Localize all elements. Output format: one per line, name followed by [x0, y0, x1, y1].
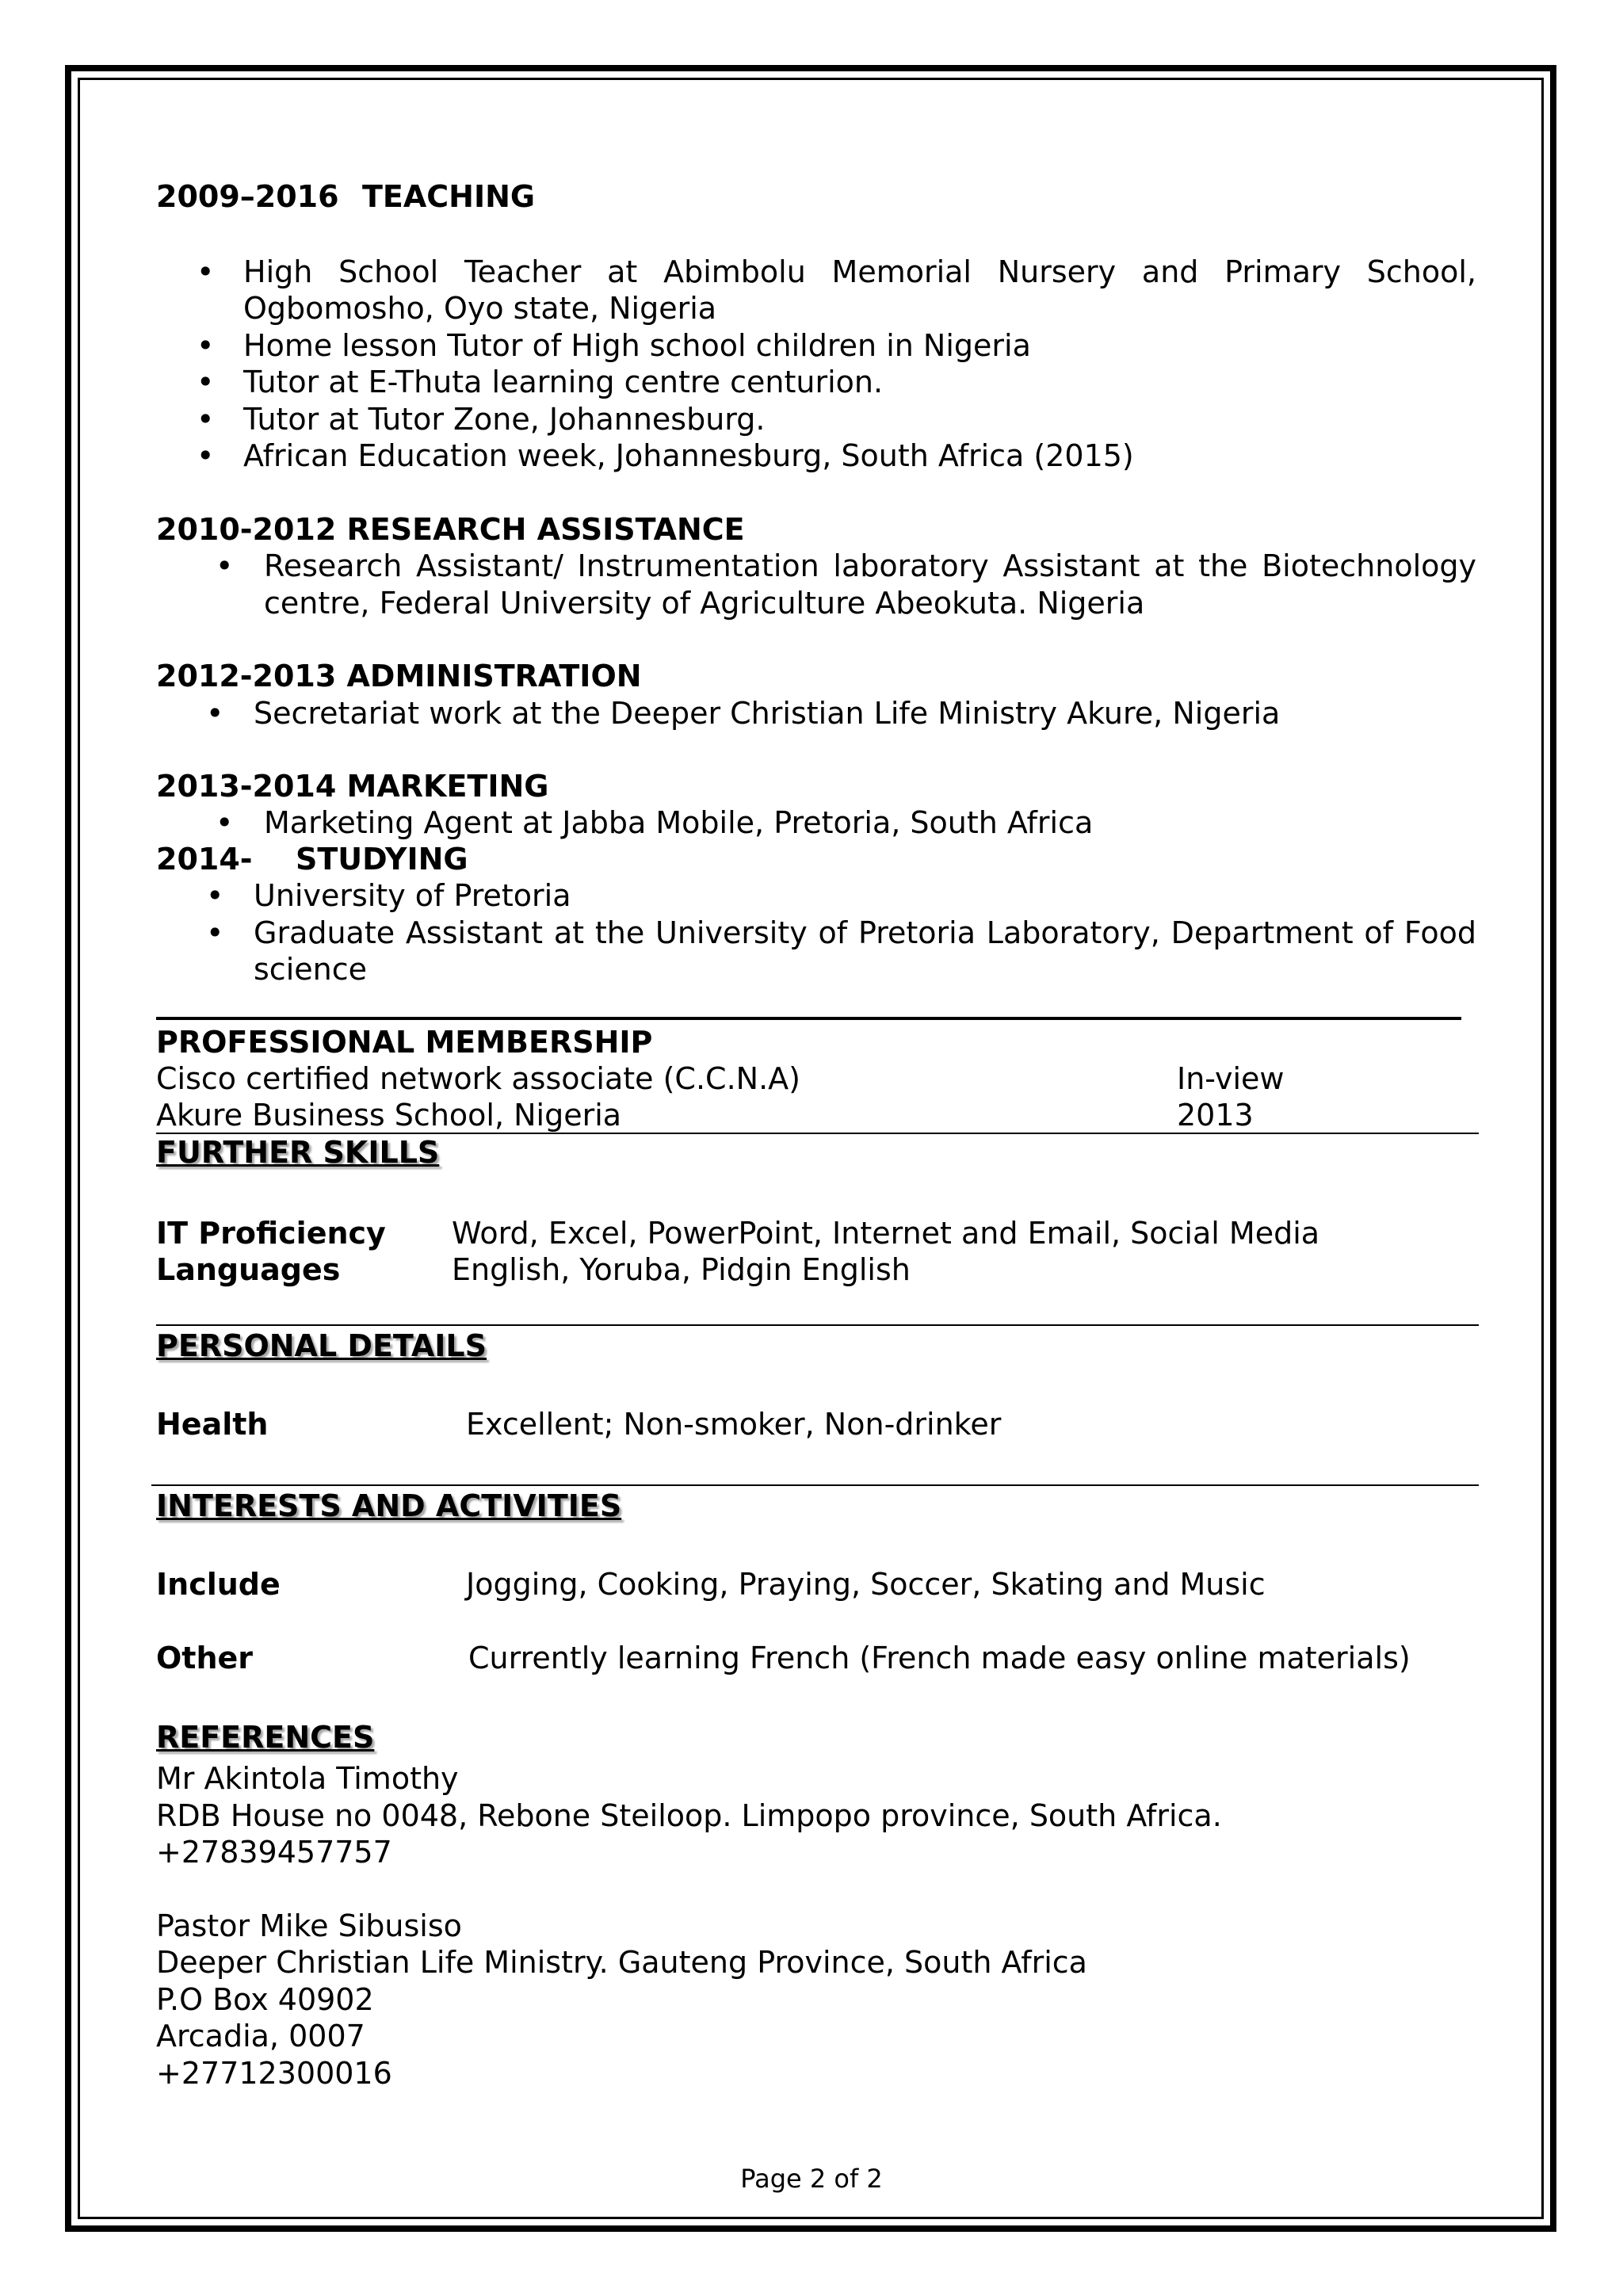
section-divider [151, 1484, 1479, 1486]
bullet-icon: • [206, 915, 224, 950]
teaching-item-5: African Education week, Johannesburg, South Africa (2015) [243, 438, 1134, 473]
teaching-item-1: High School Teacher at Abimbolu Memorial Nursery and Primary School, [243, 254, 1476, 289]
bullet-icon: • [206, 696, 224, 731]
interests-label-2: Other [156, 1641, 254, 1675]
research-item-1-cont: centre, Federal University of Agriculture Abeokuta. Nigeria [264, 586, 1145, 621]
marketing-item-1: Marketing Agent at Jabba Mobile, Pretoria, South Africa [264, 805, 1094, 840]
skills-label-1: IT Proficiency [156, 1216, 386, 1251]
reference-1-address: RDB House no 0048, Rebone Steiloop. Limpopo province, South Africa. [156, 1798, 1222, 1833]
interests-value-2: Currently learning French (French made easy online materials) [468, 1641, 1411, 1675]
teaching-heading: TEACHING [362, 179, 536, 214]
membership-value-2: 2013 [1177, 1098, 1254, 1133]
section-divider [156, 1017, 1461, 1020]
studying-item-2: Graduate Assistant at the University of Pretoria Laboratory, Department of Food [254, 915, 1476, 950]
references-heading: REFERENCES [156, 1720, 375, 1755]
studying-heading: STUDYING [296, 842, 468, 877]
studying-item-1: University of Pretoria [254, 878, 571, 913]
page-number: Page 2 of 2 [740, 2164, 883, 2194]
teaching-item-1-cont: Ogbomosho, Oyo state, Nigeria [243, 291, 717, 326]
reference-2-phone: +27712300016 [156, 2056, 392, 2091]
studying-year: 2014- [156, 842, 253, 877]
bullet-icon: • [197, 254, 215, 289]
reference-1-phone: +27839457757 [156, 1835, 392, 1870]
skills-value-1: Word, Excel, PowerPoint, Internet and Email, Social Media [452, 1216, 1320, 1251]
interests-value-1: Jogging, Cooking, Praying, Soccer, Skating and Music [466, 1567, 1266, 1602]
reference-1-name: Mr Akintola Timothy [156, 1761, 459, 1796]
administration-heading: 2012-2013 ADMINISTRATION [156, 659, 642, 693]
reference-2-city: Arcadia, 0007 [156, 2019, 365, 2053]
membership-name-2: Akure Business School, Nigeria [156, 1098, 622, 1133]
personal-label-1: Health [156, 1407, 269, 1442]
skills-heading: FURTHER SKILLS [156, 1135, 440, 1170]
teaching-year: 2009–2016 [156, 179, 339, 214]
studying-item-2-cont: science [254, 952, 367, 987]
membership-heading: PROFESSIONAL MEMBERSHIP [156, 1025, 653, 1060]
membership-name-1: Cisco certified network associate (C.C.N.A) [156, 1061, 800, 1096]
bullet-icon: • [197, 438, 215, 473]
marketing-heading: 2013-2014 MARKETING [156, 769, 549, 804]
teaching-item-2: Home lesson Tutor of High school children in Nigeria [243, 328, 1031, 363]
reference-2-name: Pastor Mike Sibusiso [156, 1908, 462, 1943]
reference-2-pobox: P.O Box 40902 [156, 1982, 374, 2017]
research-heading: 2010-2012 RESEARCH ASSISTANCE [156, 512, 745, 547]
bullet-icon: • [197, 328, 215, 363]
personal-heading: PERSONAL DETAILS [156, 1328, 487, 1363]
personal-value-1: Excellent; Non-smoker, Non-drinker [466, 1407, 1002, 1442]
bullet-icon: • [206, 878, 224, 913]
bullet-icon: • [216, 805, 234, 840]
membership-value-1: In-view [1177, 1061, 1285, 1096]
bullet-icon: • [197, 402, 215, 437]
administration-item-1: Secretariat work at the Deeper Christian Life Ministry Akure, Nigeria [254, 696, 1281, 731]
bullet-icon: • [197, 365, 215, 399]
skills-value-2: English, Yoruba, Pidgin English [452, 1252, 911, 1287]
bullet-icon: • [216, 548, 234, 583]
section-divider [156, 1324, 1479, 1326]
research-item-1: Research Assistant/ Instrumentation laboratory Assistant at the Biotechnology [264, 548, 1476, 583]
teaching-item-4: Tutor at Tutor Zone, Johannesburg. [243, 402, 766, 437]
interests-label-1: Include [156, 1567, 281, 1602]
reference-2-org: Deeper Christian Life Ministry. Gauteng Province, South Africa [156, 1945, 1087, 1980]
skills-label-2: Languages [156, 1252, 341, 1287]
teaching-item-3: Tutor at E-Thuta learning centre centurion. [243, 365, 884, 399]
interests-heading: INTERESTS AND ACTIVITIES [156, 1488, 622, 1523]
